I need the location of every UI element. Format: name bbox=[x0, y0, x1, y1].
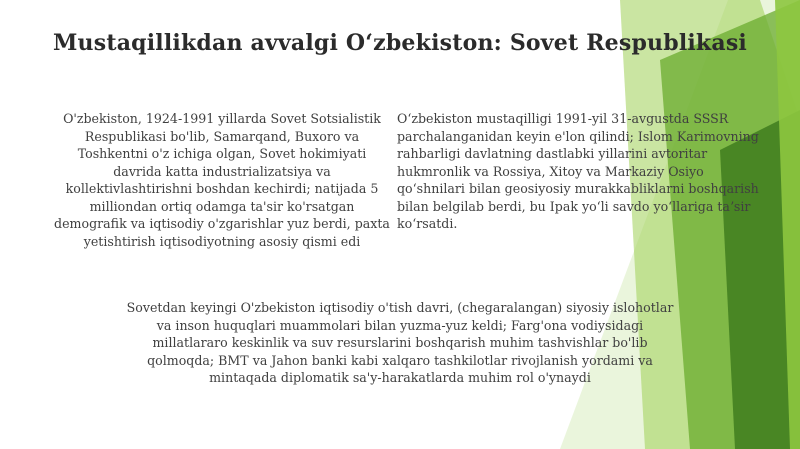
paragraph-soviet-period: O'zbekiston, 1924-1991 yillarda Sovet Sotsialistik Respublikasi bo'lib, Samarqand, Buxoro va Toshkentni o'z ichiga olgan, Sovet hokimiyati davrida katta industrializatsiya va kollektivlashtirishni boshdan kechirdi; natijada 5 milliondan ortiq odamga ta'sir ko'rsatgan demografik va iqtisodiy o'zgarishlar yuz berdi, paxta yetishtirish iqtisodiyotning asosiy qismi edi bbox=[54, 111, 390, 249]
paragraph-post-soviet: Sovetdan keyingi O'zbekiston iqtisodiy o'tish davri, (chegaralangan) siyosiy islohotlar va inson huquqlari muammolari bilan yuzma-yuz keldi; Farg'ona vodiysidagi millatlararo keskinlik va suv resurslarini boshqarish muhim tashvishlar bo'lib qolmoqda; BMT va Jahon banki kabi xalqaro tashkilotlar rivojlanish yordami va mintaqada diplomatik sa'y-harakatlarda muhim rol o'ynaydi bbox=[126, 300, 674, 385]
slide-title: Mustaqillikdan avvalgi Oʻzbekiston: Sovet Respublikasi bbox=[53, 30, 747, 56]
paragraph-independence: Oʻzbekiston mustaqilligi 1991-yil 31-avgustda SSSR parchalanganidan keyin e'lon qilindi; Islom Karimovning rahbarligi davlatning dastlabki yillarini avtoritar hukmronlik va Rossiya, Xitoy va Markaziy Osiyo qoʻshnilari bilan geosiyosiy murakkabliklarni boshqarish bilan belgilab berdi, bu Ipak yoʻli savdo yoʻllariga taʼsir koʻrsatdi. bbox=[397, 111, 759, 231]
